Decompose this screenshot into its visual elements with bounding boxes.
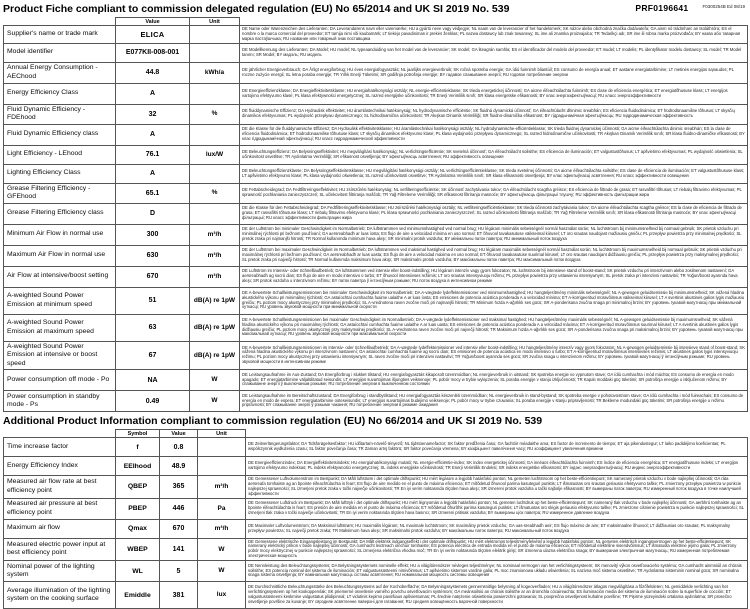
table-row (4, 457, 748, 476)
table-row (4, 391, 748, 412)
row-unit: W (198, 561, 246, 582)
row-symbol: WBEP (116, 538, 160, 561)
row-value: 141 (160, 538, 198, 561)
row-value: 44.8 (116, 62, 190, 83)
table-row (4, 266, 748, 287)
row-label: Fluid Dynamic Efficiency class (4, 124, 116, 145)
table-row (4, 145, 748, 164)
table-row (4, 245, 748, 266)
row-unit: dB(A) re 1pW (190, 341, 240, 369)
row-value: 67 (116, 341, 190, 369)
doc-ids (635, 3, 747, 13)
row-label: Model identifier (4, 43, 116, 62)
row-unit: m³/h (198, 519, 246, 538)
table-row (4, 104, 748, 124)
table-row (4, 370, 748, 391)
row-unit: Pa (198, 498, 246, 519)
table-row (4, 498, 748, 519)
row-unit: kWh/a (190, 62, 240, 83)
row-value: 0.8 (160, 438, 198, 457)
table-row (4, 582, 748, 609)
table-header-row (4, 430, 748, 438)
row-unit: % (190, 104, 240, 124)
table-row (4, 124, 748, 145)
row-value: 381 (160, 582, 198, 609)
value-column-header: Value (160, 430, 198, 438)
row-translations: DE Leistungsaufnahme im Aus-Zustand; DA Energiforbrug i slukket tilstand; HU energiafogyasztás kikapcsolt üzemmódban; NL energieverbruik in uitstand; SK spotreba energie vo vypnutom stave; GA ídiú cumhachta i mód múchta; ES consumo de energía en modo apagado; ET energiatarbimine väljalülitatud seisundis; LT energijos suvartojimas išjungties veiksenoje; PL pobór mocy w trybie wyłączenia; SL poraba energije v stanju izključenosti; TR Kapalı moddaki güç tüketimi; SR potrošnja energije u isključenom režimu; BY спажыванне энергіі ў выключаным рэжыме; RU потребление энергии в выключенном состоянии (240, 370, 748, 391)
row-label: Energy Efficiency Class (4, 83, 116, 104)
row-unit (198, 457, 246, 476)
row-translations: DE Gemessener Luftvolumenstrom im Bestpunkt; DA Målt luftstrøm i det optimale driftspunkt; HU mért légáram a legjobb hatásfokú ponton; NL gemeten luchtstroom op het beste-efficiëntiepunt; SK nameraný prietok vzduchu v bode najlepšej účinnosti; GA ráta aersreafa tomhaiste ag an bpointe éifeachtúlachta is fearr; ES flujo de aire medido en el punto de máxima eficiencia; ET mõõdetud õhuvool parima kasuteguri punktis; LT išmatuotas oro srautas geriausio efektyvumo taške; PL zmierzony przepływ powietrza w punkcie najlepszej sprawności; SL izmerjeni pretok zraka v točki največje učinkovitosti; TR En iyi verim noktasında ölçülen hava akışı; SR izmereni protok vazduha u tački najbolje efikasnosti; BY вымераны паток паветра; RU измеренный поток воздуха в точке наилучшей эффективности (246, 476, 748, 499)
table-row (4, 519, 748, 538)
table-row (4, 341, 748, 369)
row-symbol: PBEP (116, 498, 160, 519)
additional-info-table (3, 429, 748, 609)
row-value: A (116, 164, 190, 183)
row-unit: m³/h (190, 245, 240, 266)
row-label: Power consumption in standby mode - Ps (4, 391, 116, 412)
row-value: A (116, 83, 190, 104)
row-label: Light Efficiency - LEhood (4, 145, 116, 164)
row-label: Energy Efficiency Index (4, 457, 116, 476)
row-label: Minimum Air Flow in normal use (4, 224, 116, 245)
header-spacer (4, 18, 116, 26)
table-row (4, 314, 748, 341)
row-value: ELICA (116, 26, 190, 44)
table-row (4, 164, 748, 183)
document-header (3, 0, 747, 15)
row-label: Average illumination of the lighting system on the cooking surface (4, 582, 116, 609)
table-header-row (4, 18, 748, 26)
row-unit: W (190, 370, 240, 391)
row-label: Grease Filtering Efficiency class (4, 203, 116, 224)
row-value: 32 (116, 104, 190, 124)
row-translations: DE Nennleistung des Beleuchtungssystems; DA Belysningssystemets nominelle effekt; HU a világítórendszer névleges teljesítménye; NL nominaal vermogen van het verlichtingssysteem; SK menovitý výkon osvetľovacieho systému; GA cumhacht ainmniúil an chórais soilsithe; ES potencia nominal del sistema de iluminación; ET valgustussüsteemi nimivõimsus; LT apšvietimo sistemos vardinė galia; PL moc znamionowa układu oświetlenia; SL nazivna moč sistema osvetlitve; TR Aydınlatma sisteminin nominal gücü; SR nominalna snaga sistema osvetljenja; BY намінальная магутнасць сістэмы асвятлення; RU номинальная мощность системы освещения (246, 561, 748, 582)
unit-column-header: Unit (198, 430, 246, 438)
row-value: 63 (116, 314, 190, 341)
row-value: D (116, 203, 190, 224)
header-spacer (246, 430, 748, 438)
row-unit: % (190, 183, 240, 203)
row-unit (190, 43, 240, 62)
row-symbol: QBEP (116, 476, 160, 499)
row-label: A-weighted Sound Power Emission at minimum speed (4, 287, 116, 314)
page-title: Product Fiche compliant to commission delegated regulation (EU) No 65/2014 and UK SI 2019 No. 539 (3, 3, 510, 15)
row-translations: DE Luftstrom im Intensiv- oder Schnelllaufbetrieb; DA luftstrømmen ved intensiv eller boost-indstilling; HU légáram intenzív vagy gyors fokozaton; NL luchtstroom bij intensieve stand of boost-stand; SK prietok vzduchu pri intenzívnom alebo zosilnenom nastavení; GA aersreabhadh ag socrú dian; ES flujo de aire en modo intensivo o turbo; ET õhuvool intensiivses režiimis; LT oro srautas intensyviuoju režimu; PL przepływ powietrza przy ustawieniu intensywnym; SL pretok zraka pri intenzivni nastavitvi; TR Yoğun/boost ayarında hava akışı; SR protok vazduha u intenzivnom režimu; BY паток паветра ў інтэнсіўным рэжыме; RU поток воздуха в интенсивном режиме (240, 266, 748, 287)
row-translations: DE Zeitverlängerungsfaktor; DA Tidsforøgelsesfaktor; HU időtartam-növelő tényező; NL tijdstoenamefactor; SK faktor predĺženia času; GA fachtóir méadaithe ama; ES factor de incremento de tiempo; ET aja pikendustegur; LT laiko padidėjimo koeficientas; PL współczynnik wydłużenia czasu; SL faktor povečanja časa; TR Zaman artış faktörü; SR faktor povećanja vremena; BY каэфіцыент павелічэння часу; RU коэффициент увеличения времени (246, 438, 748, 457)
row-value: 0.49 (116, 391, 190, 412)
row-translations: DE Fettabscheidegrad; DA Fedtfiltreringseffektivitet; HU zsírszűrési hatékonyság; NL vetfilteringsefficiëntie; SK účinnosť zachytávania tukov; GA éifeachtúlacht scagtha gréisce; ES eficiencia de filtrado de grasa; ET rasvafiltri tõhusus; LT riebalų filtravimo efektyvumas; PL sprawność pochłaniania zanieczyszczeń; SL učinkovitost filtriranja maščob; TR Yağ Filtreleme Verimliliği; SR efikasnost filtriranja masnoće; BY эфектыўнасць фільтрацыі тлушчу; RU эффективность фильтрации жира (240, 183, 748, 203)
row-label: Time increase factor (4, 438, 116, 457)
row-translations: DE jährlicher Energieverbrauch; DA Årligt energiforbrug; HU éves energiafogyasztás; NL jaarlijks energieverbruik; SK ročná spotreba energie; GA ídiú fuinnimh bliantúil; ES consumo de energía anual; ET aastane energiatarbimine; LT metinės energijos sąnaudos; PL roczne zużycie energii; SL letna poraba energije; TR Yıllık Enerji Tüketimi; SR godišnja potrošnja energije; BY гадавое спажыванне энергіі; RU годовое потребление энергии (240, 62, 748, 83)
row-unit (190, 26, 240, 44)
row-value: 300 (116, 224, 190, 245)
table-row (4, 83, 748, 104)
value-column-header: Value (116, 18, 190, 26)
row-translations: DE Durchschnittliche Beleuchtungsstärke des Beleuchtungssystems auf der Kochoberfläche; DA Belysningssystemets gennemsnitlige belysning af kogeoverfladen; HU a világítórendszer átlagos megvilágítása a főzőfelületen; NL gemiddelde verlichting van het verlichtingssysteem op het kookoppervlak; SK priemerné osvetlenie varného povrchu osvetľovacím systémom; GA meánsoilsiú an chórais soilsithe ar an dromchla cócaireachta; ES iluminación media del sistema de iluminación sobre la superficie de cocción; ET valgustussüsteemi keskmine valgustatus pliidipinnal; LT vidutinis kepimo paviršiaus apšviestumas; PL średnie natężenie oświetlenia powierzchni gotowania; SL povprečna osvetljenost kuhalne površine; TR Pişirme yüzeyindeki ortalama aydınlatma; SR prosečno osvetljenje površine za kuvanje; BY сярэдняе асвятленне паверхні для гатавання; RU средняя освещённость варочной поверхности (246, 582, 748, 609)
table-row (4, 538, 748, 561)
row-translations: DE Name oder Warenzeichen des Lieferanten; DA Leverandørens navn eller varemærke; HU a gyártó neve vagy védjegye; NL naam van de leverancier of het handelsmerk; SK názov alebo obchodná značka dodávateľa; GA ainm nó trádmharc an tsoláthróra; ES el nombre o la marca comercial del proveedor; ET tarnija nimi või kaubamärk; LT tiekėjo pavadinimas ir prekės ženklas; PL nazwa dostawcy lub znak towarowy; SL ime ali znamka proizvajalca; TR Tedarikçi adı; SR ime ili robna marka proizvođača; BY назва або таварная марка пастаўшчыка; RU название или товарный знак поставщика (240, 26, 748, 44)
row-translations: DE A-bewertete Schallleistungsemissionen bei maximaler Geschwindigkeit im Normalbetrieb; DA A-vægtede lydeffektemissioner ved maksimal hastighed; HU hangteljesítmény maximális sebességnél; NL A-gewogen geluidsemissie bij maximumsnelheid; SK vážená hladina akustického výkonu pri maximálnej rýchlosti; GA astaíochtaí cumhachta fuaime ualaithe A ar luas uasta; ES emisiones de potencia acústica ponderada A a velocidad máxima; ET A-korrigeeritud müravõimsus suurimal kiirusel; LT A svertinis akustinės galios lygis didžiausiu greičiu; PL poziom mocy akustycznej przy maksymalnej prędkości; SL A-vrednotena raven zvočne moči pri največji hitrosti; TR Maksimum hızda A-ağırlıklı ses gücü; SR A-ponderisana zvučna snaga pri maksimalnoj brzini; BY узровень гукавой магутнасці пры максімальнай хуткасці; RU уровень звуковой мощности при максимальной скорости (240, 314, 748, 341)
row-label: A-weighted Sound Power Emission at maximum speed (4, 314, 116, 341)
row-label: Fluid Dynamic Efficiency - FDEhood (4, 104, 116, 124)
row-value: 365 (160, 476, 198, 499)
row-label: Grease Filtering Efficiency - GFEhood (4, 183, 116, 203)
row-translations: DE Leistungsaufnahme im Bereitschaftszustand; DA Energiforbrug i standbytilstand; HU energiafogyasztás készenléti üzemmódban; NL energieverbruik in stand-bystand; SK spotreba energie v pohotovostnom stave; GA ídiú cumhachta i mód fuireachais; ES consumo de energía en modo de espera; ET energiatarbimine ooteseisundis; LT energijos suvartojimas budėjimo veiksenoje; PL pobór mocy w trybie czuwania; SL poraba energije v stanju pripravljenosti; TR Bekleme modundaki güç tüketimi; SR potrošnja energije u režimu pripravnosti; BY спажыванне энергіі ў рэжыме чакання; RU потребление энергии в режиме ожидания (240, 391, 748, 412)
header-spacer (240, 18, 748, 26)
row-translations: DE Beleuchtungseffizienzklasse; DA Belysningseffektivitetsklasse; HU megvilágítási hatékonysági osztály; NL verlichtingsefficiëntieklasse; SK trieda svetelnej účinnosti; GA aicme éifeachtúlachta soilsithe; ES clase de eficiencia de iluminación; ET valgustustõhususe klass; LT apšvietimo efektyvumo klasė; PL klasa wydajności oświetlenia; SL razred učinkovitosti osvetlitve; TR Aydınlatma Verimlilik sınıfı; SR klasa efikasnosti osvetljenja; BY клас эфектыўнасці асвятлення; RU класс эффективности освещения (240, 164, 748, 183)
row-value: 630 (116, 245, 190, 266)
row-translations: DE Energieeffizienzindex; DA Energieffektivitetsindeks; HU energiahatékonysági mutató; NL energie-efficiëntie-index; SK index energetickej účinnosti; GA innéacs éifeachtúlachta fuinnimh; ES índice de eficiencia energética; ET energiatõhususe indeks; LT energijos vartojimo efektyvumo indeksas; PL indeks efektywności energetycznej; SL indeks energijske učinkovitosti; TR Enerji Verimlilik Endeksi; SR indeks energetske efikasnosti; BY індэкс энергаэфектыўнасці; RU индекс энергоэффективности (246, 457, 748, 476)
row-label: Measured electric power input at best efficiency point (4, 538, 116, 561)
row-unit (190, 164, 240, 183)
row-unit (190, 203, 240, 224)
row-value: 670 (160, 519, 198, 538)
row-translations: DE fluiddynamische Effizienz; DA Hydraulisk effektivitet; HU áramlástechnikai hatékonyság; NL hydrodynamische efficiëntie; SK fluidná dynamická účinnosť; GA éifeachtúlacht dhinimic sreabhán; ES eficiencia fluidodinámica; ET hüdrodünaamiline tõhusus; LT skysčių dinamikos efektyvumas; PL wydajność przepływu dynamicznego; SL hidrodinamična učinkovitost; TR Akışkan Dinamik Verimliliği; SR fluidno-dinamička efikasnost; BY гідрадынамічная эфектыўнасць; RU гидродинамическая эффективность (240, 104, 748, 124)
header-spacer (4, 430, 116, 438)
row-value: A (116, 124, 190, 145)
row-value: 51 (116, 287, 190, 314)
table-row (4, 287, 748, 314)
row-label: Air Flow at intensive/boost setting (4, 266, 116, 287)
row-unit: W (190, 391, 240, 412)
row-label: Power consumption off mode - Po (4, 370, 116, 391)
section2-title: Additional Product Information compliant to commission regulation (EU) No 66/2014 and UK SI 2019 No. 539 (3, 415, 543, 428)
row-unit (198, 438, 246, 457)
row-unit: dB(A) re 1pW (190, 287, 240, 314)
row-translations: DE Maximaler Luftvolumenstrom; DA Maksimal luftstrøm; HU maximális légáram; NL maximale luchtstroom; SK maximálny prietok vzduchu; GA uas-sreabhadh aeir; ES flujo máximo de aire; ET maksimaalne õhuvool; LT didžiausias oro srautas; PL maksymalny przepływ powietrza; SL največji pretok zraka; TR Maksimum hava akışı; SR maksimalni protok vazduha; BY максімальны паток паветра; RU максимальный поток воздуха (246, 519, 748, 538)
row-translations: DE Beleuchtungseffizienz; DA Belysningseffektivitet; HU megvilágítási hatékonyság; NL verlichtingsefficiëntie; SK svetelná účinnosť; GA éifeachtúlacht soilsithe; ES eficiencia de iluminación; ET valgustustõhusus; LT apšvietimo efektyvumas; PL wydajność oświetlenia; SL učinkovitost osvetlitve; TR Aydınlatma Verimliliği; SR efikasnost osvetljenja; BY эфектыўнасць асвятлення; RU эффективность освещения (240, 145, 748, 164)
row-translations: DE der Luftstrom bei maximaler Geschwindigkeit im Normalbetrieb; DA luftstrømmen ved maksimal hastighed ved normal brug; HU légáram maximális sebességnél normál használat során; NL luchtstroom bij maximumsnelheid bij normaal gebruik; SK prietok vzduchu pri maximálnej rýchlosti pri bežnom používaní; GA aersreabhadh ar luas uasta; ES flujo de aire a velocidad máxima en uso normal; ET õhuvool tavakasutuse suurimal kiirusel; LT oro srautas naudojant didžiausiu greičiu; PL przepływ powietrza przy maksymalnej prędkości; SL pretok zraka pri največji hitrosti; TR Normal kullanımda maksimum hava akışı; SR maksimalni protok vazduha; BY максімальны паток паветра; RU максимальный поток воздуха (240, 245, 748, 266)
row-value: E077KII-008-001 (116, 43, 190, 62)
row-value: 670 (116, 266, 190, 287)
row-symbol: EEIhood (116, 457, 160, 476)
row-unit: m³/h (198, 476, 246, 499)
row-label: Maximum air flow (4, 519, 116, 538)
doc-number: PRF0196641 (635, 3, 689, 13)
row-label: A-weighted Sound Power Emission at intensive or boost speed (4, 341, 116, 369)
row-label: Nominal power of the lighting system (4, 561, 116, 582)
row-unit: lux (198, 582, 246, 609)
row-label: Supplier's name or trade mark (4, 26, 116, 44)
row-label: Lighting Efficiency Class (4, 164, 116, 183)
table-row (4, 438, 748, 457)
table-row (4, 43, 748, 62)
row-value: 65.1 (116, 183, 190, 203)
row-translations: DE die Klasse für die fluiddynamische Effizienz; DA Hydraulisk effektivitetsklasse; HU áramlástechnikai hatékonysági osztály; NL hydrodynamische-efficiëntieklasse; SK trieda fluidnej dynamickej účinnosti; GA aicme éifeachtúlachta dinimic sreabhán; ES la clase de eficiencia fluidodinámica; ET hüdrodünaamilise tõhususe klass; LT skysčių dinamikos efektyvumo klasė; PL klasa wydajności przepływu dynamicznego; SL razred hidrodinamične učinkovitosti; TR Akışkan Dinamik Verimlilik sınıfı; SR klasa fluidno-dinamičke efikasnosti; BY клас гідрадынамічнай эфектыўнасці; RU класс гидродинамической эффективности (240, 124, 748, 145)
row-translations: DE A-bewertete Schallleistungsemissionen im Intensiv- oder Schnelllaufbetrieb; DA A-vægtede lydeffektemissioner ved intensiv eller boost-indstilling; HU hangteljesítmény intenzív vagy gyors fokozaton; NL A-gewogen geluidsemissie bij intensieve stand of boost-stand; SK vážená hladina akustického výkonu pri intenzívnom nastavení; GA astaíochtaí cumhachta fuaime ag socrú dian; ES emisiones de potencia acústica en modo intensivo o turbo; ET A-korrigeeritud müravõimsus intensiivses režiimis; LT akustinės galios lygis intensyviuoju režimu; PL poziom mocy akustycznej przy ustawieniu intensywnym; SL raven zvočne moči pri intenzivni nastavitvi; TR Yoğun/boost ayarında ses gücü; SR zvučna snaga u intenzivnom režimu; BY узровень гукавой магутнасці ў інтэнсіўным рэжыме; RU уровень звуковой мощности в интенсивном режиме (240, 341, 748, 369)
product-fiche-sheet (3, 0, 747, 609)
product-fiche-table (3, 17, 748, 412)
row-translations: DE Energieeffizienzklasse; DA Energieffektivitetsklasse; HU energiahatékonysági osztály; NL energie-efficiëntieklasse; SK trieda energetickej účinnosti; GA aicme éifeachtúlachta fuinnimh; ES clase de eficiencia energética; ET energiatõhususe klass; LT energijos vartojimo efektyvumo klasė; PL klasa efektywności energetycznej; SL razred energijske učinkovitosti; TR Enerji Verimlilik sınıfı; SR klasa energetske efikasnosti; BY клас энергаэфектыўнасці; RU класс энергоэффективности (240, 83, 748, 104)
row-unit: dB(A) re 1pW (190, 314, 240, 341)
table-row (4, 561, 748, 582)
row-value: 5 (160, 561, 198, 582)
row-label: Annual Energy Consumption - AEChood (4, 62, 116, 83)
row-value: 48.9 (160, 457, 198, 476)
table-row (4, 26, 748, 44)
unit-column-header: Unit (190, 18, 240, 26)
row-symbol: Qmax (116, 519, 160, 538)
row-translations: DE der Luftstrom bei minimaler Geschwindigkeit im Normalbetrieb; DA luftstrømmen ved minimumshastighed ved normal brug; HU légáram minimális sebességnél normál használat során; NL luchtstroom bij minimumsnelheid bij normaal gebruik; SK prietok vzduchu pri minimálnej rýchlosti pri bežnom používaní; GA aersreabhadh ar luas íosta; ES flujo de aire a velocidad mínima en uso normal; ET õhuvool tavakasutuse väikseimal kiirusel; LT oro srautas naudojant mažiausiu greičiu; PL przepływ powietrza przy minimalnej prędkości; SL pretok zraka pri najmanjši hitrosti; TR Normal kullanımda minimum hava akışı; SR minimalni protok vazduha; BY мінімальны паток паветра; RU минимальный поток воздуха (240, 224, 748, 245)
table-row (4, 183, 748, 203)
row-translations: DE Modellkennung des Lieferanten; DA Model; HU model; NL typeaanduiding van het model van de leverancier; SK model; GA liteagrán samhla; ES el identificador del modelo del proveedor; ET mudel; LT modelis; PL identyfikator modelu dostawcy; SL model; TR Model tanımı; SR Model; BY мадэль; RU модель (240, 43, 748, 62)
row-label: Measured air pressure at best efficiency point (4, 498, 116, 519)
row-unit: lux/W (190, 145, 240, 164)
row-label: Measured air flow rate at best efficiency point (4, 476, 116, 499)
row-unit: m³/h (190, 266, 240, 287)
symbol-column-header: Symbol (116, 430, 160, 438)
row-unit: m³/h (190, 224, 240, 245)
table-row (4, 62, 748, 83)
row-value: NA (116, 370, 190, 391)
row-symbol: WL (116, 561, 160, 582)
row-translations: DE Gemessene elektrische Eingangsleistung im Bestpunkt; DA Målt elektrisk indgangseffekt i det optimale driftspunkt; HU mért elektromos teljesítményfelvétel a legjobb hatásfokú ponton; NL gemeten elektrisch ingangsvermogen op het beste-efficiëntiepunt; SK nameraný elektrický príkon v bode najlepšej účinnosti; GA cumhacht leictreach ionchuir tomhaiste; ES potencia eléctrica de entrada medida en el punto de máxima eficiencia; ET mõõdetud elektriline sisendvõimsus; LT išmatuota elektrinė įėjimo galia; PL zmierzony pobór mocy elektrycznej w punkcie najlepszej sprawności; SL izmerjena električna vhodna moč; TR En iyi verim noktasında ölçülen elektrik girişi; SR izmerena ulazna električna snaga; BY вымераная электрычная магутнасць; RU измеренная потребляемая электрическая мощность (246, 538, 748, 561)
row-symbol: f (116, 438, 160, 457)
table-row (4, 224, 748, 245)
row-translations: DE Gemessener Luftdruck im Bestpunkt; DA Målt lufttryk i det optimale driftspunkt; HU mért légnyomás a legjobb hatásfokú ponton; NL gemeten luchtdruk op het beste-efficiëntiepunt; SK nameraný tlak vzduchu v bode najlepšej účinnosti; GA aerbhrú tomhaiste ag an bpointe éifeachtúlachta is fearr; ES presión de aire medida en el punto de máxima eficiencia; ET mõõdetud õhurõhk parima kasuteguri punktis; LT išmatuotas oro slėgis geriausio efektyvumo taške; PL zmierzone ciśnienie powietrza w punkcie najlepszej sprawności; SL izmerjeni tlak zraka v točki največje učinkovitosti; TR En iyi verim noktasında ölçülen hava basıncı; SR izmereni pritisak vazduha; BY вымераны ціск паветра; RU измеренное давление воздуха (246, 498, 748, 519)
row-value: 76.1 (116, 145, 190, 164)
row-translations: DE A-bewertete Schallleistungsemissionen bei minimaler Geschwindigkeit im Normalbetrieb; DA A-vægtede lydeffektemissioner ved minimumshastighed; HU hangteljesítmény minimális sebességnél; NL A-gewogen geluidsemissie bij minimumsnelheid; SK vážená hladina akustického výkonu pri minimálnej rýchlosti; GA astaíochtaí cumhachta fuaime ualaithe A ar luas íosta; ES emisiones de potencia acústica ponderada A a velocidad mínima; ET A-korrigeeritud müravõimsus väikseimal kiirusel; LT A svertinis akustinės galios lygis mažiausiu greičiu; PL poziom mocy akustycznej przy minimalnej prędkości; SL A-vrednotena raven zvočne moči pri najmanjši hitrosti; TR Minimum hızda A-ağırlıklı ses gücü; SR A-ponderisana zvučna snaga pri minimalnoj brzini; BY узровень гукавой магутнасці пры мінімальнай хуткасці; RU уровень звуковой мощности при минимальной скорости (240, 287, 748, 314)
row-symbol: Emiddle (116, 582, 160, 609)
row-unit: W (198, 538, 246, 561)
row-unit (190, 124, 240, 145)
row-unit (190, 83, 240, 104)
row-label: Maximum Air Flow in normal use (4, 245, 116, 266)
table-row (4, 476, 748, 499)
table-row (4, 203, 748, 224)
row-value: 446 (160, 498, 198, 519)
row-translations: DE die Klasse für den Fettabscheidegrad; DA Fedtfiltreringseffektivitetsklasse; HU zsírszűrési hatékonysági osztály; NL vetfilteringsefficiëntieklasse; SK trieda účinnosti zachytávania tukov; GA aicme éifeachtúlachta scagtha gréisce; ES la clase de eficiencia de filtrado de grasa; ET rasvafiltri tõhususe klass; LT riebalų filtravimo efektyvumo klasė; PL klasa sprawności pochłaniania zanieczyszczeń; SL razred učinkovitosti filtriranja maščob; TR Yağ Filtreleme Verimlilik sınıfı; SR klasa efikasnosti filtriranja masnoće; BY клас эфектыўнасці фільтрацыі; RU класс эффективности фильтрации жира (240, 203, 748, 224)
doc-code: F0300254B Ed 08/19 (702, 4, 745, 9)
